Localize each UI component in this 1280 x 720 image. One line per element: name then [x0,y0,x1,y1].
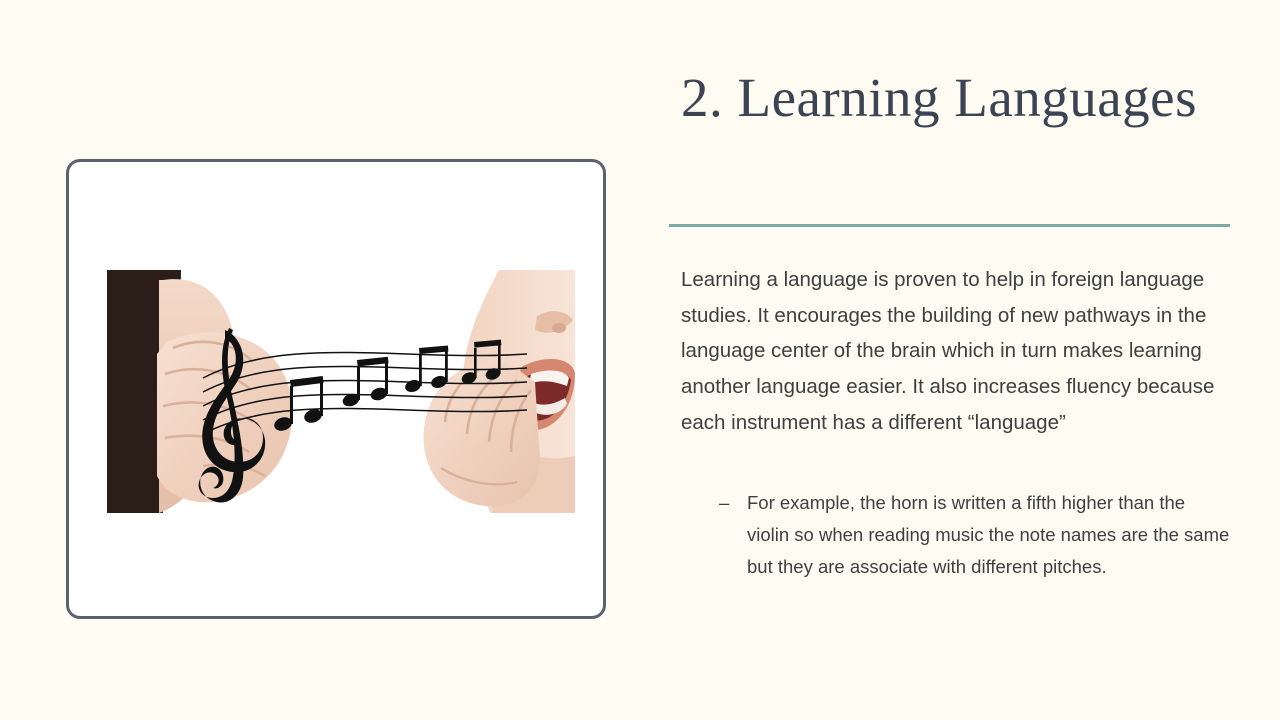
ear-hand-music-notes-mouth-photo [107,270,575,513]
image-card [66,159,606,619]
list-item-label: For example, the horn is written a fifth higher than the violin so when reading music the note names are the same but they are associate with different pitches. [747,492,1230,577]
title-divider [669,224,1230,227]
list-item [681,487,1230,582]
slide-content [681,0,1230,720]
body-paragraph: Learning a language is proven to help in foreign language studies. It encourages the building of new pathways in the language center of the brain which in turn makes learning another language easier. It also increases fluency because each instrument has a different “language” [681,268,1215,434]
page-title: 2. Learning Languages [681,67,1198,128]
sub-point-list [681,487,1230,582]
dash-bullet-icon: – [719,492,730,513]
